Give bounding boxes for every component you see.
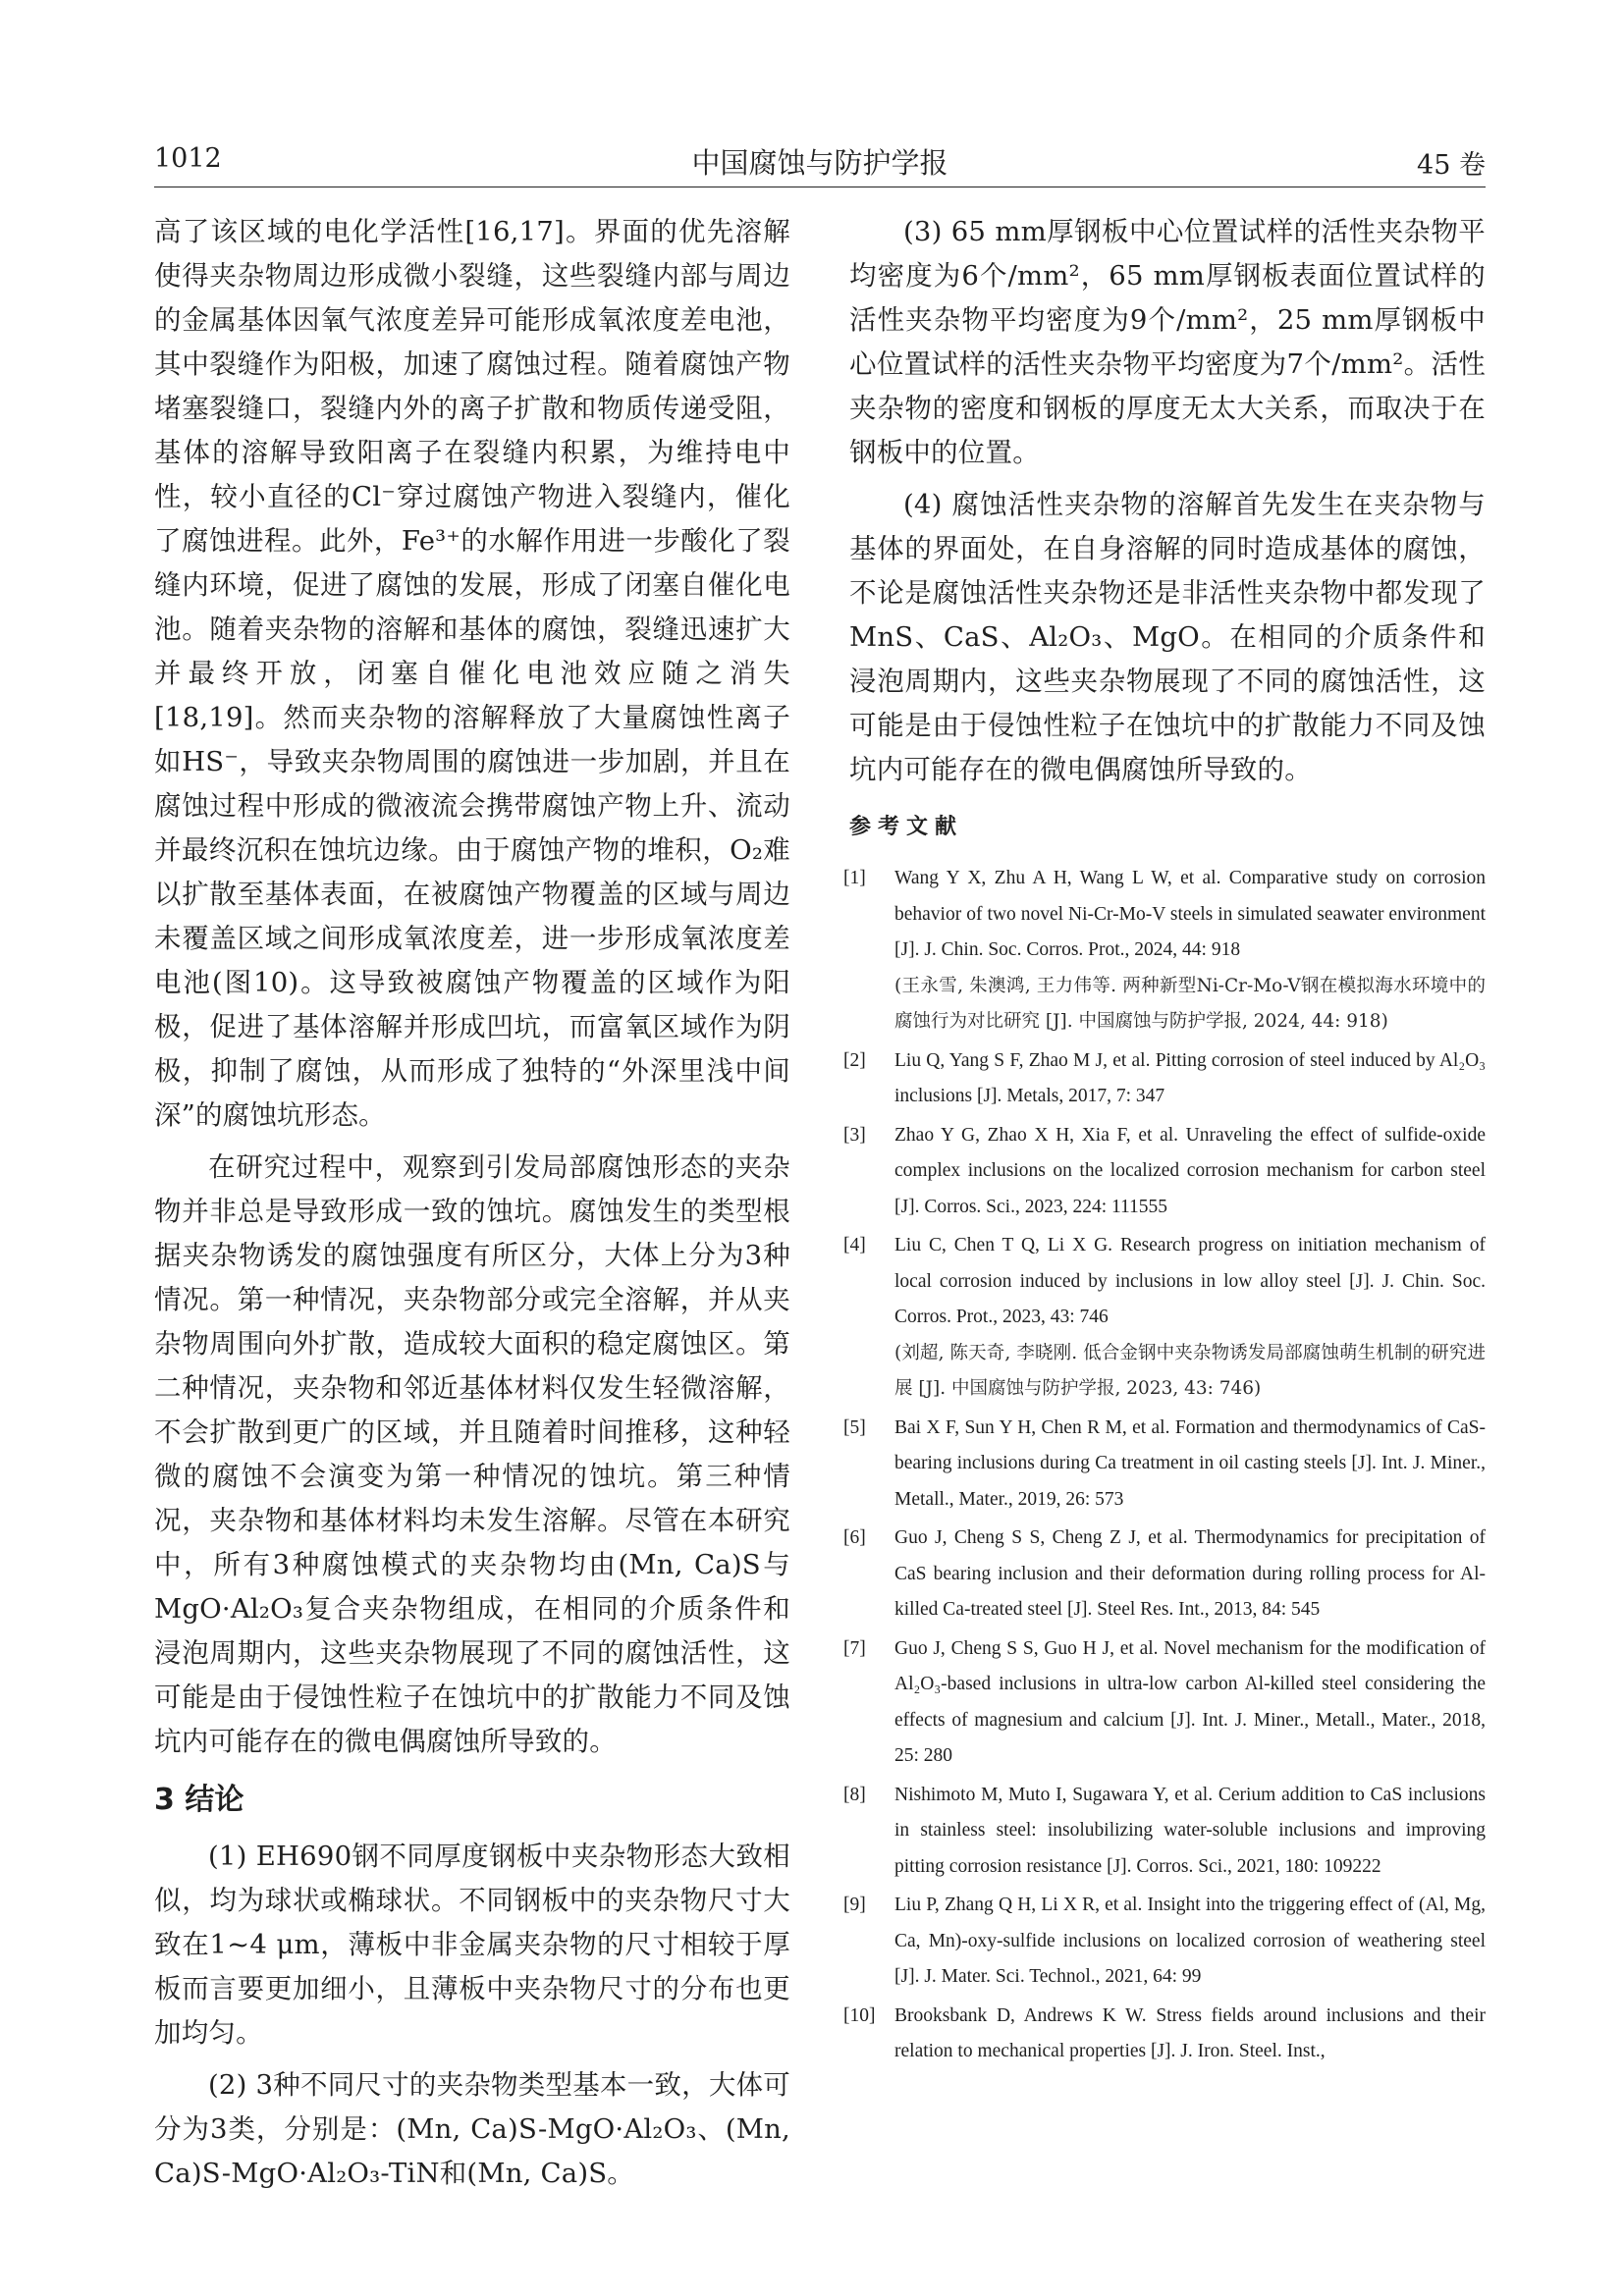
reference-number: [2] xyxy=(843,1049,866,1071)
reference-item xyxy=(843,1521,1486,1629)
reference-item xyxy=(843,1411,1486,1519)
reference-item xyxy=(843,1888,1486,1996)
reference-number: [9] xyxy=(843,1895,866,1915)
conclusion-item-2: (2) 3种不同尺寸的夹杂物类型基本一致，大体可分为3类，分别是：(Mn, Ca)S-MgO·Al₂O₃、(Mn, Ca)S-MgO·Al₂O₃-TiN和(Mn, Ca)S。 xyxy=(154,2069,790,2189)
page-number: 1012 xyxy=(154,143,222,174)
reference-item xyxy=(843,1043,1486,1115)
reference-chinese-text: (刘超, 陈天奇, 李晓刚. 低合金钢中夹杂物诱发局部腐蚀萌生机制的研究进展 [J]. 中国腐蚀与防护学报, 2023, 43: 746) xyxy=(894,1342,1486,1399)
reference-item xyxy=(843,1778,1486,1886)
reference-text: Liu C, Chen T Q, Li X G. Research progress on initiation mechanism of local corrosion induced by inclusions in low alloy steel [J]. J. Chin. Soc. Corros. Prot., 2023, 43: 746 xyxy=(894,1235,1486,1327)
reference-text: Zhao Y G, Zhao X H, Xia F, et al. Unraveling the effect of sulfide-oxide complex inclusions on the localized corrosion mechanism for carbon steel [J]. Corros. Sci., 2023, 224: 111555 xyxy=(894,1124,1486,1217)
reference-number: [6] xyxy=(843,1527,866,1548)
references-heading: 参考文献 xyxy=(849,815,964,839)
reference-number: [5] xyxy=(843,1416,866,1438)
discussion-paragraph-1: 高了该区域的电化学活性[16,17]。界面的优先溶解使得夹杂物周边形成微小裂缝，这些裂缝内部与周边的金属基体因氧气浓度差异可能形成氧浓度差电池，其中裂缝作为阳极，加速了腐蚀过程。随着腐蚀产物堵塞裂缝口，裂缝内外的离子扩散和物质传递受阻，基体的溶解导致阳离子在裂缝内积累，为维持电中性，较小直径的Cl⁻穿过腐蚀产物进入裂缝内，催化了腐蚀进程。此外，Fe³⁺的水解作用进一步酸化了裂缝内环境，促进了腐蚀的发展，形成了闭塞自催化电池。随着夹杂物的溶解和基体的腐蚀，裂缝迅速扩大并最终开放，闭塞自催化电池效应随之消失[18,19]。然而夹杂物的溶解释放了大量腐蚀性离子如HS⁻，导致夹杂物周围的腐蚀进一步加剧，并且在腐蚀过程中形成的微液流会携带腐蚀产物上升、流动并最终沉积在蚀坑边缘。由于腐蚀产物的堆积，O₂难以扩散至基体表面，在被腐蚀产物覆盖的区域与周边未覆盖区域之间形成氧浓度差，进一步形成氧浓度差电池(图10)。这导致被腐蚀产物覆盖的区域作为阳极，促进了基体溶解并形成凹坑，而富氧区域作为阴极，抑制了腐蚀，从而形成了独特的“外深里浅中间深”的腐蚀坑形态。 xyxy=(154,216,790,1131)
page-header xyxy=(154,137,1486,183)
reference-item xyxy=(843,1228,1486,1408)
conclusion-item-4: (4) 腐蚀活性夹杂物的溶解首先发生在夹杂物与基体的界面处，在自身溶解的同时造成基体的腐蚀，不论是腐蚀活性夹杂物还是非活性夹杂物中都发现了MnS、CaS、Al₂O₃、MgO。在相同的介质条件和浸泡周期内，这些夹杂物展现了不同的腐蚀活性，这可能是由于侵蚀性粒子在蚀坑中的扩散能力不同及蚀坑内可能存在的微电偶腐蚀所导致的。 xyxy=(849,489,1486,785)
reference-number: [4] xyxy=(843,1235,866,1255)
reference-item xyxy=(843,1631,1486,1775)
reference-text: Bai X F, Sun Y H, Chen R M, et al. Formation and thermodynamics of CaS-bearing inclusions during Ca treatment in oil casting steels [J]. Int. J. Miner., Metall., Mater., 2019, 26: 573 xyxy=(894,1416,1486,1510)
reference-item xyxy=(843,1118,1486,1226)
reference-text: Brooksbank D, Andrews K W. Stress fields around inclusions and their relation to mechanical properties [J]. J. Iron. Steel. Inst., xyxy=(894,2004,1486,2061)
reference-text: Liu Q, Yang S F, Zhao M J, et al. Pitting corrosion of steel induced by Al₂O₃ inclusions [J]. Metals, 2017, 7: 347 xyxy=(894,1049,1486,1106)
reference-text: Guo J, Cheng S S, Guo H J, et al. Novel mechanism for the modification of Al₂O₃-based inclusions in ultra-low carbon Al-killed steel considering the effects of magnesium and calcium [J]. Int. J. Miner., Metall., Mater., 2018, 25: 280 xyxy=(894,1637,1486,1766)
left-column xyxy=(154,210,790,2196)
reference-chinese-text: (王永雪, 朱澳鸿, 王力伟等. 两种新型Ni-Cr-Mo-V钢在模拟海水环境中的腐蚀行为对比研究 [J]. 中国腐蚀与防护学报, 2024, 44: 918) xyxy=(894,975,1486,1032)
reference-text: Wang Y X, Zhu A H, Wang L W, et al. Comparative study on corrosion behavior of two novel Ni-Cr-Mo-V steels in simulated seawater environment [J]. J. Chin. Soc. Corros. Prot., 2024, 44: 918 xyxy=(894,868,1486,960)
reference-number: [8] xyxy=(843,1784,866,1805)
right-column xyxy=(843,210,1486,2073)
reference-text: Liu P, Zhang Q H, Li X R, et al. Insight into the triggering effect of (Al, Mg, Ca, Mn)-oxy-sulfide inclusions on localized corrosion of weathering steel [J]. J. Mater. Sci. Technol., 2021, 64: 99 xyxy=(894,1895,1486,1987)
section-heading-conclusion: 3 结论 xyxy=(154,1783,244,1817)
reference-text: Nishimoto M, Muto I, Sugawara Y, et al. Cerium addition to CaS inclusions in stainless steel: insolubilizing water-soluble inclusions and improving pitting corrosion resistance [J]. Corros. Sci., 2021, 180: 109222 xyxy=(894,1784,1486,1877)
reference-item xyxy=(843,1999,1486,2070)
volume-label: 45 卷 xyxy=(1417,150,1486,181)
reference-list xyxy=(843,861,1486,2070)
journal-title: 中国腐蚀与防护学报 xyxy=(691,146,948,180)
reference-number: [7] xyxy=(843,1637,866,1659)
conclusion-item-3: (3) 65 mm厚钢板中心位置试样的活性夹杂物平均密度为6个/mm²，65 mm厚钢板表面位置试样的活性夹杂物平均密度为9个/mm²，25 mm厚钢板中心位置试样的活性夹杂物平均密度为7个/mm²。活性夹杂物的密度和钢板的厚度无太大关系，而取决于在钢板中的位置。 xyxy=(849,216,1486,468)
reference-number: [10] xyxy=(843,2004,876,2026)
discussion-paragraph-2: 在研究过程中，观察到引发局部腐蚀形态的夹杂物并非总是导致形成一致的蚀坑。腐蚀发生的类型根据夹杂物诱发的腐蚀强度有所区分，大体上分为3种情况。第一种情况，夹杂物部分或完全溶解，并从夹杂物周围向外扩散，造成较大面积的稳定腐蚀区。第二种情况，夹杂物和邻近基体材料仅发生轻微溶解，不会扩散到更广的区域，并且随着时间推移，这种轻微的腐蚀不会演变为第一种情况的蚀坑。第三种情况，夹杂物和基体材料均未发生溶解。尽管在本研究中，所有3种腐蚀模式的夹杂物均由(Mn, Ca)S与MgO·Al₂O₃复合夹杂物组成，在相同的介质条件和浸泡周期内，这些夹杂物展现了不同的腐蚀活性，这可能是由于侵蚀性粒子在蚀坑中的扩散能力不同及蚀坑内可能存在的微电偶腐蚀所导致的。 xyxy=(154,1151,790,1757)
conclusion-item-1: (1) EH690钢不同厚度钢板中夹杂物形态大致相似，均为球状或椭球状。不同钢板中的夹杂物尺寸大致在1~4 μm，薄板中非金属夹杂物的尺寸相较于厚板而言要更加细小，且薄板中夹杂物尺寸的分布也更加均匀。 xyxy=(154,1841,790,2049)
reference-number: [1] xyxy=(843,868,866,888)
reference-number: [3] xyxy=(843,1124,866,1146)
reference-text: Guo J, Cheng S S, Cheng Z J, et al. Thermodynamics for precipitation of CaS bearing inclusion and their deformation during rolling process for Al-killed Ca-treated steel [J]. Steel Res. Int., 2013, 84: 545 xyxy=(894,1527,1486,1620)
reference-item xyxy=(843,861,1486,1041)
